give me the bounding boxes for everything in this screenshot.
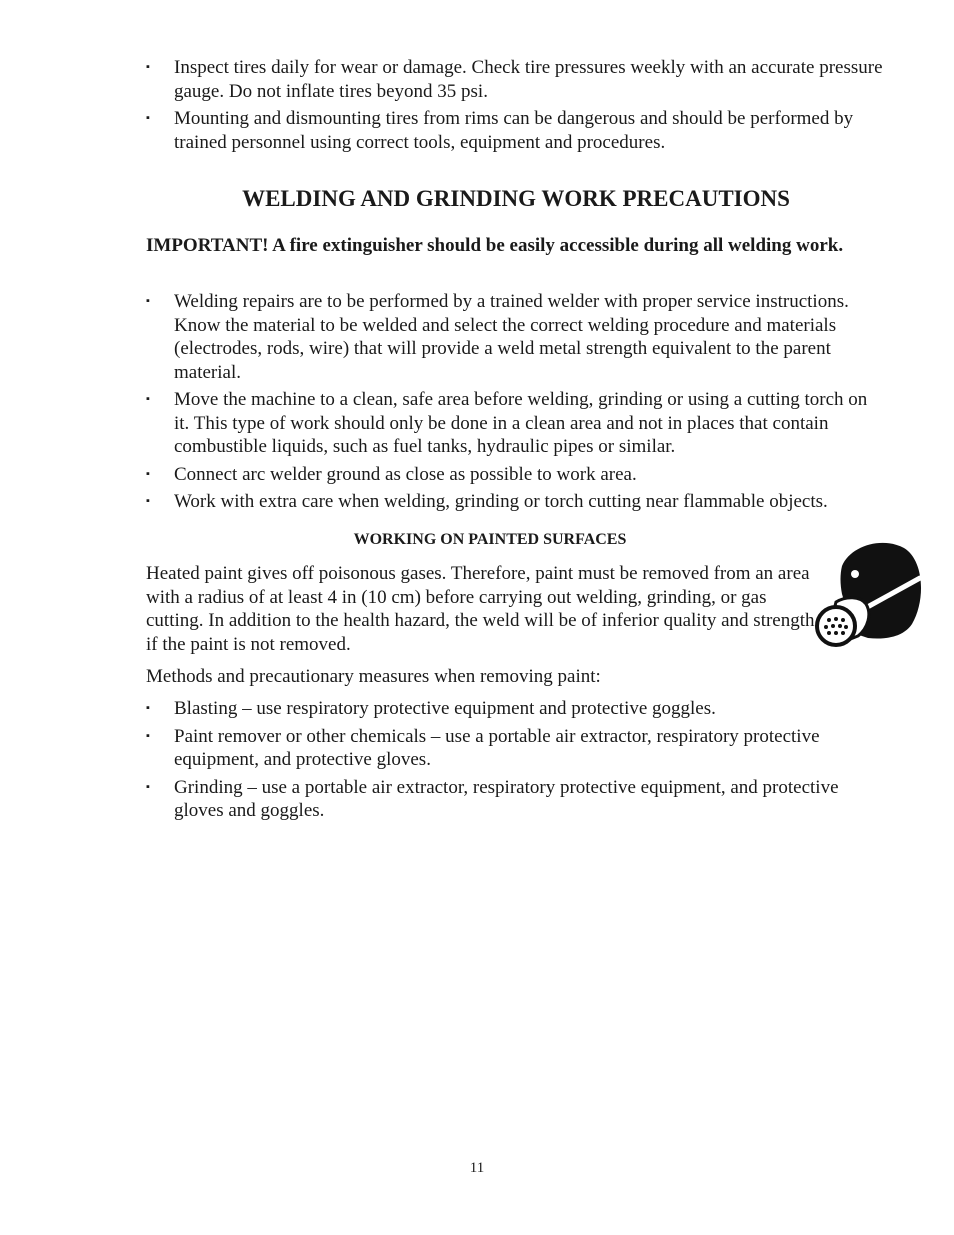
respirator-mask-icon xyxy=(812,538,924,650)
bullet-marker: ▪ xyxy=(146,295,150,307)
section-heading-painted-surfaces: WORKING ON PAINTED SURFACES xyxy=(353,531,627,548)
bullet-marker: ▪ xyxy=(146,467,150,480)
painted-surfaces-paragraph: Heated paint gives off poisonous gases. Therefore, paint must be removed from an area with a radius of at least 4 in (10 cm) before carrying out welding, grinding, or gas cutting. In addition to the health hazard, the weld will be of inferior quality and strength if the paint is not removed. xyxy=(146,563,815,655)
bullet-marker: ▪ xyxy=(146,112,150,124)
section-heading-welding: WELDING AND GRINDING WORK PRECAUTIONS xyxy=(242,186,790,211)
list-item-text: Welding repairs are to be performed by a trained welder with proper service instructions. Know the material to be welded and select the correct welding procedure and materials (electrodes, rods, wire) that will provide a weld metal strength equivalent to the parent material. xyxy=(174,291,849,383)
bullet-marker: ▪ xyxy=(146,780,150,793)
list-item-text: Connect arc welder ground as close as possible to work area. xyxy=(174,463,637,485)
list-item xyxy=(146,388,886,459)
tire-safety-list xyxy=(146,56,886,158)
list-item xyxy=(146,56,886,103)
bullet-marker: ▪ xyxy=(146,495,150,507)
list-item-text: Blasting – use respiratory protective equipment and protective goggles. xyxy=(174,698,716,719)
list-item xyxy=(146,463,886,487)
list-item xyxy=(146,290,886,384)
list-item xyxy=(146,107,886,154)
list-item xyxy=(146,490,886,514)
list-item xyxy=(146,725,886,772)
list-item-text: Inspect tires daily for wear or damage. Check tire pressures weekly with an accurate pressure gauge. Do not inflate tires beyond 35 psi. xyxy=(174,57,883,102)
important-notice: IMPORTANT! A fire extinguisher should be easily accessible during all welding work. xyxy=(146,235,844,256)
bullet-marker: ▪ xyxy=(146,61,150,73)
bullet-marker: ▪ xyxy=(146,729,150,742)
paint-removal-list xyxy=(146,697,886,827)
welding-precautions-list xyxy=(146,290,886,518)
list-item-text: Paint remover or other chemicals – use a portable air extractor, respiratory protective equipment, and protective gloves. xyxy=(174,725,820,770)
methods-intro: Methods and precautionary measures when removing paint: xyxy=(146,666,601,687)
page-number: 11 xyxy=(469,1160,485,1176)
bullet-marker: ▪ xyxy=(146,702,150,714)
list-item xyxy=(146,776,886,823)
list-item-text: Work with extra care when welding, grinding or torch cutting near flammable objects. xyxy=(174,491,828,512)
list-item-text: Grinding – use a portable air extractor, respiratory protective equipment, and protective gloves and goggles. xyxy=(174,776,839,821)
list-item xyxy=(146,697,886,721)
bullet-marker: ▪ xyxy=(146,393,150,405)
list-item-text: Move the machine to a clean, safe area before welding, grinding or using a cutting torch on it. This type of work should only be done in a clean area and not in places that contain combustible liquids, such as fuel tanks, hydraulic pipes or similar. xyxy=(174,389,868,457)
list-item-text: Mounting and dismounting tires from rims can be dangerous and should be performed by trained personnel using correct tools, equipment and procedures. xyxy=(174,108,854,153)
